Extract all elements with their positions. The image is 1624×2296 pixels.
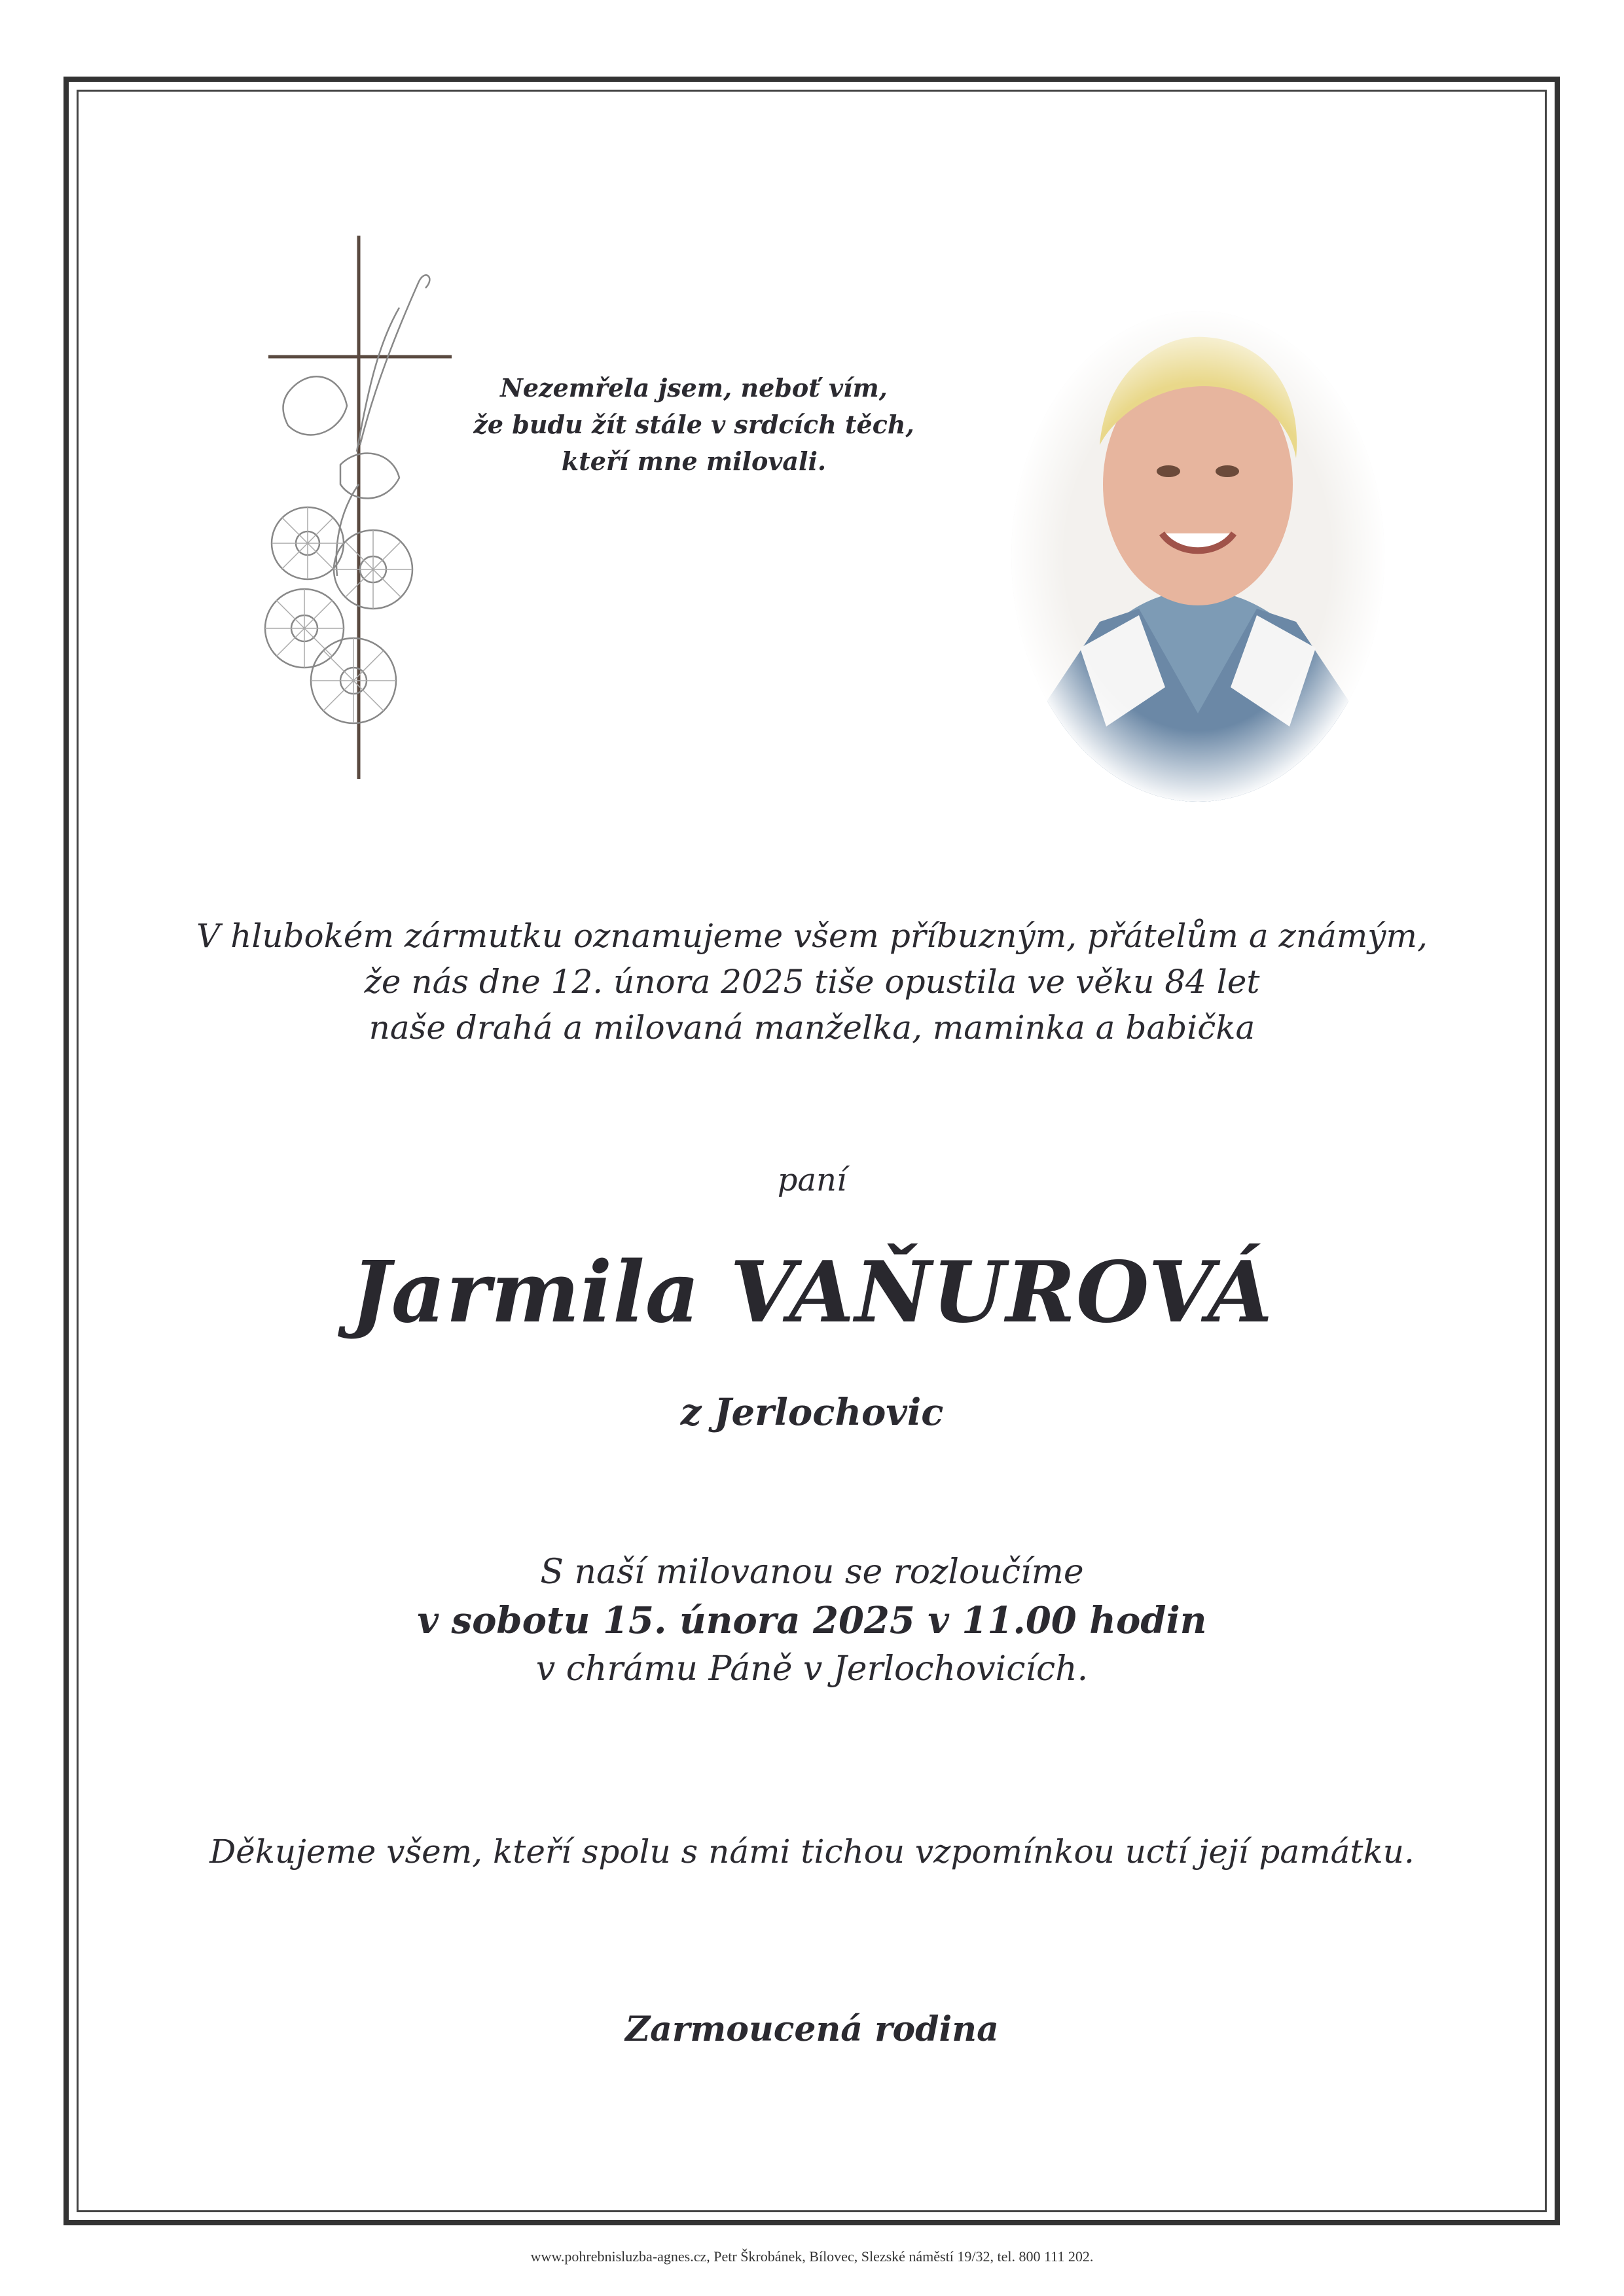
announcement-line: naše drahá a milovaná manželka, maminka a babička xyxy=(369,1009,1255,1047)
motto xyxy=(393,370,995,480)
funeral-place: v chrámu Páně v Jerlochovicích. xyxy=(535,1649,1089,1689)
footer: www.pohrebnisluzba-agnes.cz, Petr Škrobánek, Bílovec, Slezské náměstí 19/32, tel. 800 111 202. xyxy=(530,2248,1094,2265)
thanks: Děkujeme všem, kteří spolu s námi tichou vzpomínkou uctí její památku. xyxy=(209,1833,1415,1871)
announcement-line: V hlubokém zármutku oznamujeme všem příbuzným, přátelům a známým, xyxy=(196,917,1428,955)
origin: z Jerlochovic xyxy=(680,1391,944,1434)
cross-with-flowers-icon xyxy=(262,236,471,785)
motto-line: kteří mne milovali. xyxy=(561,446,827,476)
motto-line: Nezemřela jsem, neboť vím, xyxy=(500,373,888,403)
deceased-name: Jarmila VAŇUROVÁ xyxy=(351,1244,1273,1342)
salutation: paní xyxy=(777,1162,847,1198)
announcement-line: že nás dne 12. února 2025 tiše opustila ve věku 84 let xyxy=(364,963,1260,1001)
portrait-photo xyxy=(1008,308,1388,805)
motto-line: že budu žít stále v srdcích těch, xyxy=(473,410,914,439)
funeral-date: v sobotu 15. února 2025 v 11.00 hodin xyxy=(417,1599,1207,1642)
funeral-info xyxy=(0,1548,1624,1693)
funeral-line: S naší milovanou se rozloučíme xyxy=(540,1552,1084,1592)
announcement xyxy=(0,913,1624,1050)
signature: Zarmoucená rodina xyxy=(625,2009,999,2049)
